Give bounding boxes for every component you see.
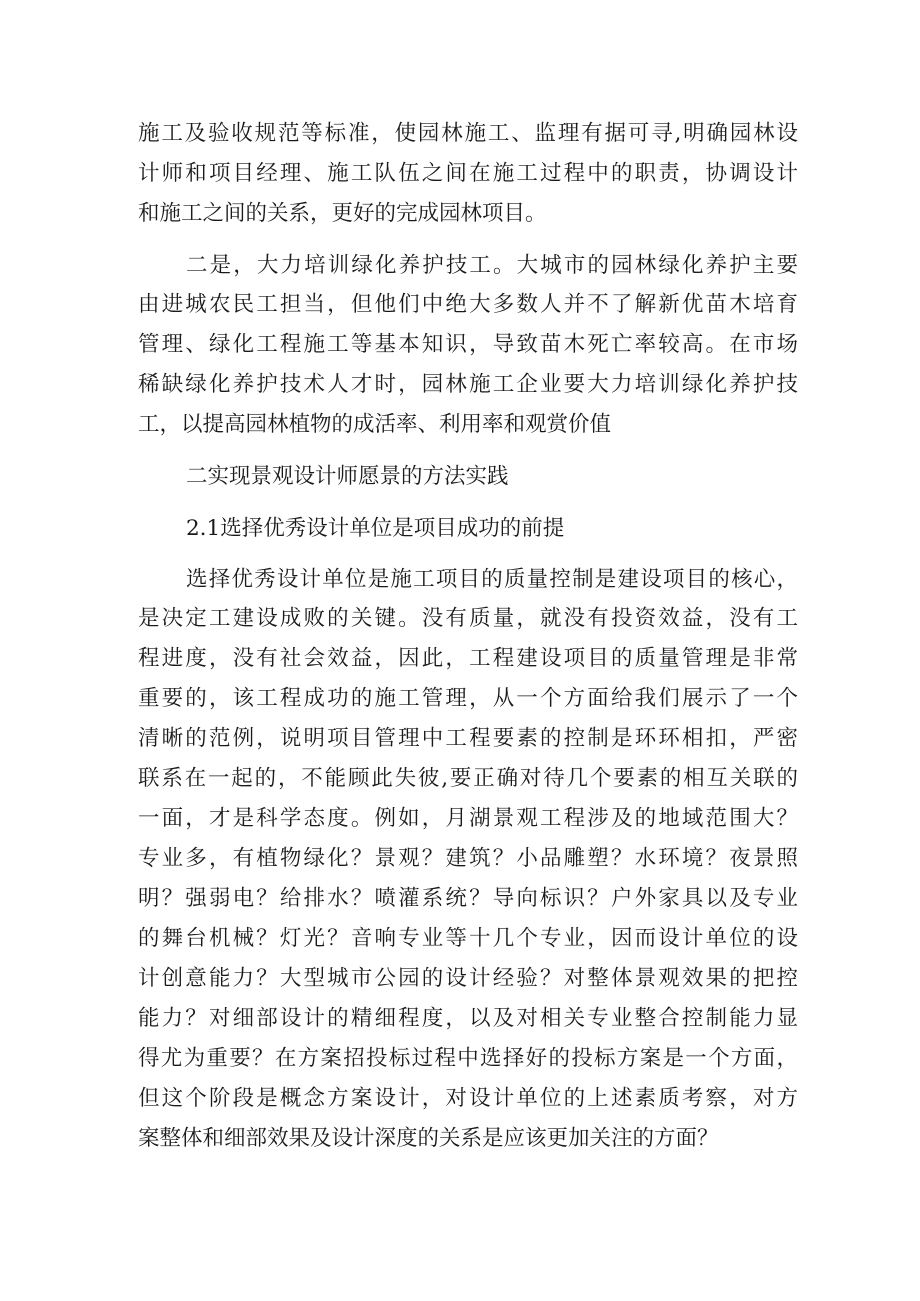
text-line: 清晰的范例，说明项目管理中工程要素的控制是环环相扣，严密 — [138, 726, 798, 751]
text-line: 重要的，该工程成功的施工管理，从一个方面给我们展示了一个 — [138, 686, 798, 711]
text-line: 稀缺绿化养护技术人才时，园林施工企业要大力培训绿化养护技 — [138, 372, 798, 397]
text-line: 联系在一起的，不能顾此失彼,要正确对待几个要素的相互关联的 — [138, 766, 798, 791]
text-line: 计创意能力？大型城市公园的设计经验？对整体景观效果的把控 — [138, 966, 798, 991]
text-line: 施工及验收规范等标准，使园林施工、监理有据可寻,明确园林设 — [138, 121, 798, 146]
text-line: 明？强弱电？给排水？喷灌系统？导向标识？户外家具以及专业 — [138, 886, 798, 911]
text-line: 是决定工建设成败的关键。没有质量，就没有投资效益，没有工 — [138, 606, 798, 631]
text-line: 由进城农民工担当，但他们中绝大多数人并不了解新优苗木培育 — [138, 292, 798, 317]
text-line: 专业多，有植物绿化？景观？建筑？小品雕塑？水环境？夜景照 — [138, 846, 798, 871]
text-line: 程进度，没有社会效益，因此，工程建设项目的质量管理是非常 — [138, 646, 798, 671]
text-line: 二是，大力培训绿化养护技工。大城市的园林绿化养护主要 — [186, 253, 798, 278]
text-line: 和施工之间的关系，更好的完成园林项目。 — [138, 201, 547, 226]
section-heading: 二实现景观设计师愿景的方法实践 — [186, 464, 509, 489]
subsection-heading: 2.1选择优秀设计单位是项目成功的前提 — [186, 516, 565, 541]
text-line: 的舞台机械？灯光？音响专业等十几个专业，因而设计单位的设 — [138, 926, 798, 951]
text-line: 选择优秀设计单位是施工项目的质量控制是建设项目的核心， — [186, 567, 798, 592]
text-line: 一面，才是科学态度。例如，月湖景观工程涉及的地域范围大？ — [138, 806, 798, 831]
text-line: 计师和项目经理、施工队伍之间在施工过程中的职责，协调设计 — [138, 161, 798, 186]
text-line: 案整体和细部效果及设计深度的关系是应该更加关注的方面？ — [138, 1126, 719, 1151]
text-line: 但这个阶段是概念方案设计，对设计单位的上述素质考察，对方 — [138, 1086, 798, 1111]
text-line: 得尤为重要？在方案招投标过程中选择好的投标方案是一个方面， — [138, 1046, 798, 1071]
text-line: 管理、绿化工程施工等基本知识，导致苗木死亡率较高。在市场 — [138, 332, 798, 357]
text-line: 能力？对细部设计的精细程度，以及对相关专业整合控制能力显 — [138, 1006, 798, 1031]
text-line: 工，以提高园林植物的成活率、利用率和观赏价值 — [138, 412, 612, 437]
